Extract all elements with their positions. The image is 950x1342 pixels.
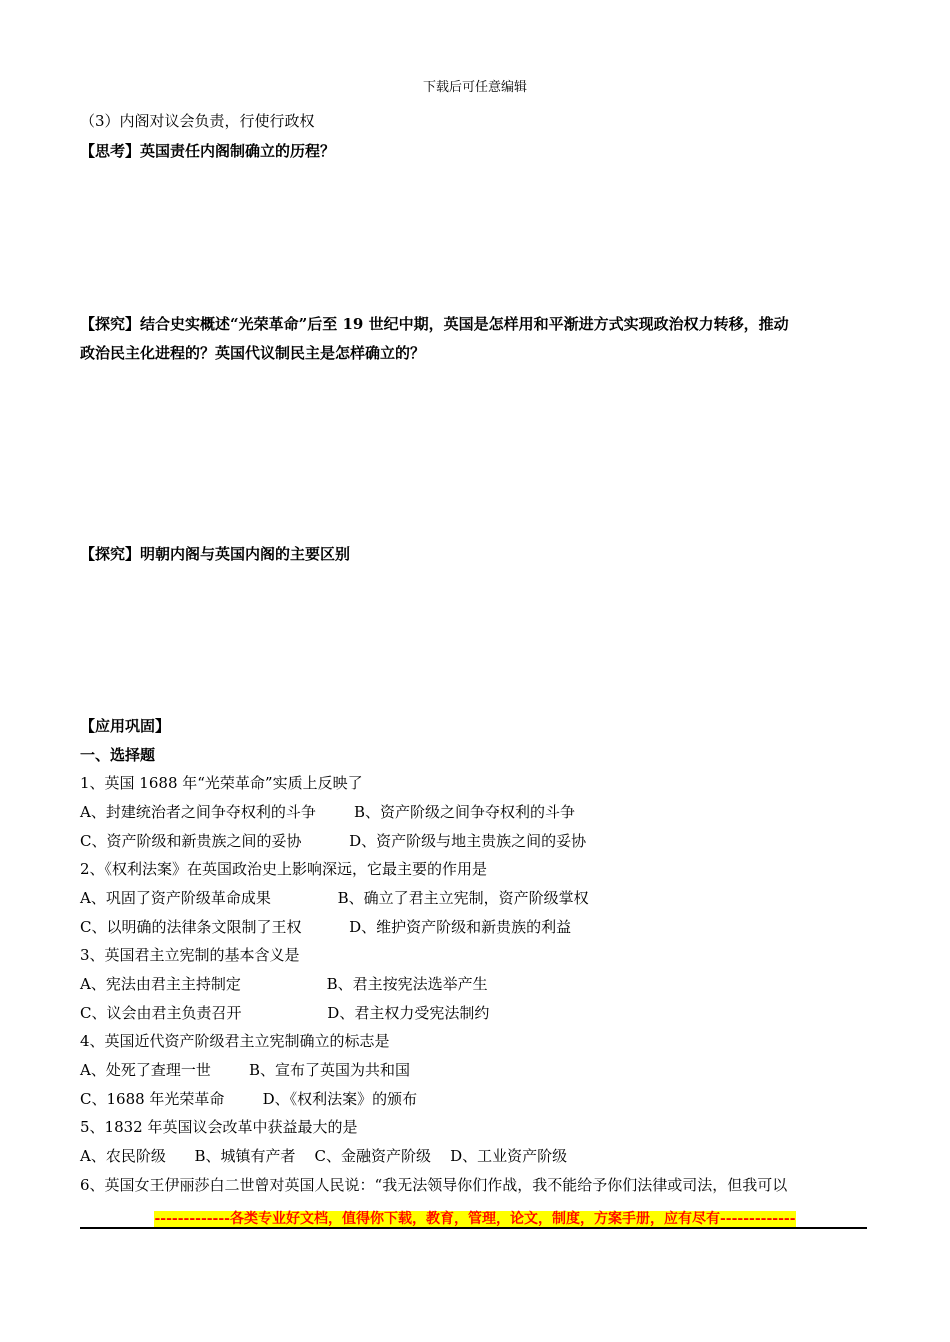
explore-question-1: 【探究】结合史实概述“光荣革命”后至 19 世纪中期，英国是怎样用和平渐进方式实现政治权力转移，推动	[80, 315, 789, 333]
footer-banner	[0, 1208, 950, 1228]
page-header: 下载后可任意编辑	[422, 80, 527, 95]
footer-divider	[80, 1227, 867, 1229]
explore-question-2: 【探究】明朝内阁与英国内阁的主要区别	[80, 545, 351, 563]
question-2: 2、《权利法案》在英国政治史上影响深远，它最主要的作用是	[80, 860, 488, 878]
explore-question-1-cont: 政治民主化进程的？英国代议制民主是怎样确立的？	[80, 344, 426, 362]
question-4: 4、英国近代资产阶级君主立宪制确立的标志是	[80, 1032, 390, 1050]
options-line: C、以明确的法律条文限制了王权 D、维护资产阶级和新贵族的利益	[80, 918, 572, 936]
think-heading: 【思考】英国责任内阁制确立的历程？	[80, 142, 336, 160]
question-3: 3、英国君主立宪制的基本含义是	[80, 946, 300, 964]
section-heading: 【应用巩固】	[80, 717, 171, 735]
options-line: C、资产阶级和新贵族之间的妥协 D、资产阶级与地主贵族之间的妥协	[80, 832, 587, 850]
options-line: A、巩固了资产阶级革命成果 B、确立了君主立宪制，资产阶级掌权	[80, 889, 589, 907]
question-5: 5、1832 年英国议会改革中获益最大的是	[80, 1118, 358, 1136]
text-line: （3）内阁对议会负责，行使行政权	[80, 112, 315, 130]
options-line: A、封建统治者之间争夺权利的斗争 B、资产阶级之间争夺权利的斗争	[80, 803, 576, 821]
options-line: A、农民阶级 B、城镇有产者 C、金融资产阶级 D、工业资产阶级	[80, 1147, 568, 1165]
question-1: 1、英国 1688 年“光荣革命”实质上反映了	[80, 774, 363, 792]
question-6: 6、英国女王伊丽莎白二世曾对英国人民说：“我无法领导你们作战，我不能给予你们法律或司法，但我可以	[80, 1176, 788, 1194]
options-line: C、议会由君主负责召开 D、君主权力受宪法制约	[80, 1004, 490, 1022]
options-line: A、处死了查理一世 B、宣布了英国为共和国	[80, 1061, 411, 1079]
footer-banner-text: -------------各类专业好文档，值得你下载，教育，管理，论文，制度，方案手册，应有尽有-------------	[154, 1211, 796, 1227]
options-line: A、宪法由君主主持制定 B、君主按宪法选举产生	[80, 975, 488, 993]
options-line: C、1688 年光荣革命 D、《权利法案》的颁布	[80, 1090, 418, 1108]
subsection-heading: 一、选择题	[80, 746, 156, 764]
